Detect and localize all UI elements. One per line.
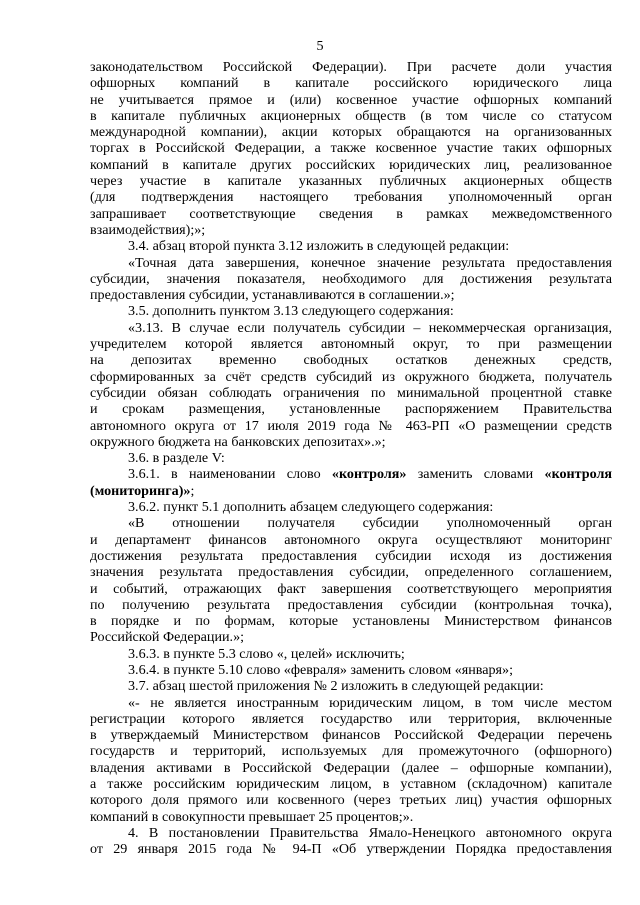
text-line: регистрации которого является государство или территория, включенные [90, 710, 612, 727]
text-line [90, 483, 612, 499]
text-line: запрашивает соответствующие сведения в рамках межведомственного [90, 205, 612, 222]
text-line: международной компании), акции которых обращаются на организованных [90, 124, 612, 141]
text-line: не учитывается прямое и (или) косвенное участие офшорных компаний [90, 91, 612, 108]
text-line: «В отношении получателя субсидии уполномоченный орган [128, 515, 612, 532]
text-line: по получению результата предоставления субсидии (контрольная точка), [90, 596, 612, 613]
text-line: законодательством Российской Федерации). При расчете доли участия [90, 59, 612, 75]
text-line: сформированных за счёт средств субсидий из окружного бюджета, получатель [90, 368, 612, 385]
text-line: учредителем которой является автономный округ, то при размещении [90, 336, 612, 353]
text-line: государств и территорий, используемых для промежуточного (офшорного) [90, 743, 612, 760]
text-line: субсидии, значения показателя, необходимого для достижения результата [90, 270, 612, 287]
page-number: 5 [316, 38, 324, 54]
text-line: а также российским юридическим лицом, в уставном (складочном) капитале [90, 776, 612, 793]
text-line [90, 466, 612, 482]
text-line: Российской Федерации.»; [90, 629, 245, 646]
text-line: и департамент финансов автономного округа осуществляют мониторинг [90, 531, 612, 548]
text-line: окружного бюджета на банковских депозитах».»; [90, 433, 386, 450]
text-line: 4. В постановлении Правительства Ямало-Ненецкого автономного округа [128, 824, 612, 841]
text-line: в порядке и по формам, которые установлены Министерством финансов [90, 613, 612, 630]
text-line: в утверждаемый Министерством финансов Российской Федерации перечень [90, 727, 612, 744]
text-line: 3.6. в разделе V: [128, 450, 225, 467]
text-line: «3.13. В случае если получатель субсидии – некоммерческая организация, [128, 319, 612, 336]
text-line-part: ; [190, 482, 195, 499]
text-line: «Точная дата завершения, конечное значение результата предоставления [128, 254, 612, 271]
text-line: взаимодействия);»; [90, 221, 206, 238]
text-line: автономного округа от 17 июля 2019 года № 463-РП «О размещении средств [90, 417, 612, 434]
text-line: 3.6.4. в пункте 5.10 слово «февраля» заменить словом «января»; [128, 661, 513, 678]
bold-word: (мониторинга)» [90, 482, 191, 499]
text-line: достижения результата предоставления субсидии исходя из достижения [90, 547, 612, 564]
text-line: предоставления субсидии, устанавливаются в соглашении.»; [90, 287, 455, 304]
text-line: субсидии обязан соблюдать ограничения по минимальной процентной ставке [90, 384, 612, 401]
text-line-part: заменить словами [406, 466, 545, 483]
text-line: и событий, отражающих факт завершения соответствующего мероприятия [90, 580, 612, 597]
text-line: которого доля прямого или косвенного (через третьих лиц) участия офшорных [90, 792, 612, 809]
bold-word: «контроля [544, 466, 612, 483]
text-line: 3.7. абзац шестой приложения № 2 изложить в следующей редакции: [128, 678, 544, 695]
text-line: 3.6.2. пункт 5.1 дополнить абзацем следующего содержания: [128, 499, 494, 516]
bold-word: «контроля» [331, 466, 407, 483]
text-line: 3.4. абзац второй пункта 3.12 изложить в следующей редакции: [128, 238, 510, 255]
text-line: 3.5. дополнить пунктом 3.13 следующего содержания: [128, 303, 454, 320]
text-line: торгах в Российской Федерации, а также косвенное участие таких офшорных [90, 140, 612, 157]
text-line: компаний в совокупности превышает 25 процентов;». [90, 808, 414, 825]
text-line: на депозитах временно свободных остатков денежных средств, [90, 352, 612, 369]
document-body [90, 59, 612, 858]
text-line: компаний в капитале других российских юридических лиц, реализованное [90, 156, 612, 173]
text-line: и срокам размещения, установленные распоряжением Правительства [90, 401, 612, 418]
text-line: от 29 января 2015 года № 94-П «Об утверждении Порядка предоставления [90, 841, 612, 858]
text-line: значения результата предоставления субсидии, определенного соглашением, [90, 564, 612, 581]
text-line-part: 3.6.1. в наименовании слово [128, 466, 332, 483]
text-line: 3.6.3. в пункте 5.3 слово «, целей» исключить; [128, 645, 405, 662]
text-line: владения активами в Российской Федерации (далее – офшорные компании), [90, 759, 612, 776]
text-line: (для подтверждения настоящего требования уполномоченный орган [90, 189, 612, 206]
text-line: офшорных компаний в капитале российского юридического лица [90, 75, 612, 92]
text-line: в капитале публичных акционерных обществ (в том числе со статусом [90, 107, 612, 124]
text-line: «- не является иностранным юридическим лицом, в том числе местом [128, 694, 612, 711]
text-line: через участие в капитале указанных публичных акционерных обществ [90, 173, 612, 190]
